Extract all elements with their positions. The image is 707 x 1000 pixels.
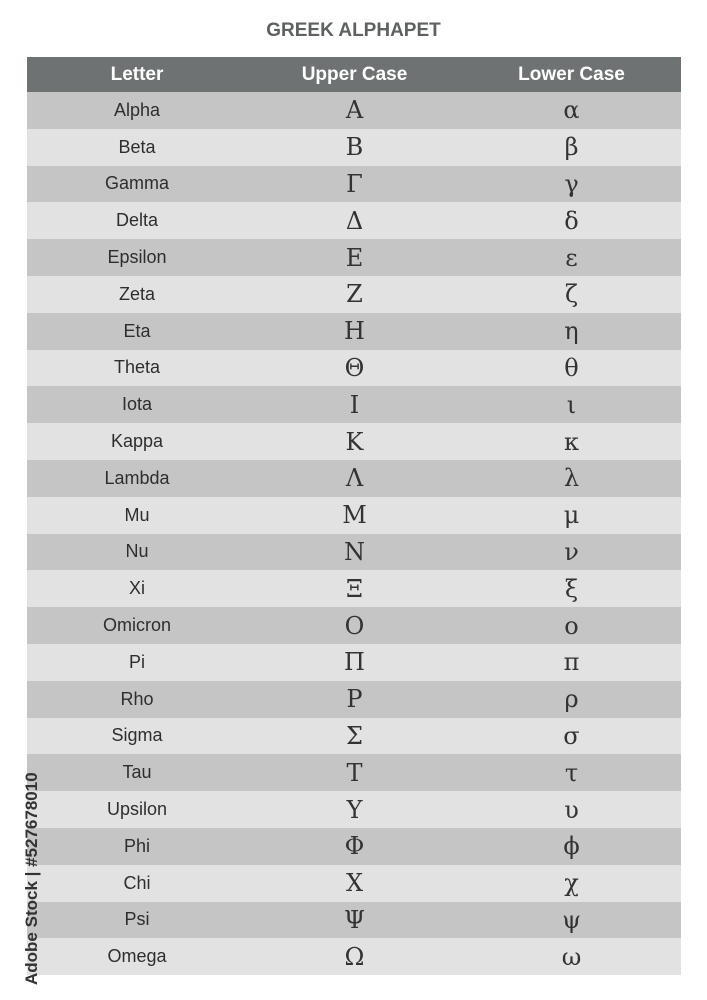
lower-case-glyph: κ xyxy=(462,423,681,460)
lower-case-glyph: ι xyxy=(462,386,681,423)
table-row xyxy=(27,350,681,387)
upper-case-glyph: Ξ xyxy=(247,570,462,607)
watermark: Adobe Stock | #527678010 xyxy=(22,772,41,985)
lower-case-glyph: γ xyxy=(462,166,681,203)
table-row xyxy=(27,607,681,644)
letter-name: Epsilon xyxy=(27,239,247,276)
table-row xyxy=(27,902,681,939)
upper-case-glyph: Χ xyxy=(247,865,462,902)
lower-case-glyph: ω xyxy=(462,938,681,975)
lower-case-glyph: π xyxy=(462,644,681,681)
lower-case-glyph: ο xyxy=(462,607,681,644)
table-row xyxy=(27,239,681,276)
lower-case-glyph: ϕ xyxy=(462,828,681,865)
letter-name: Phi xyxy=(27,828,247,865)
upper-case-glyph: Ν xyxy=(247,534,462,571)
upper-case-glyph: Θ xyxy=(247,350,462,387)
letter-name: Xi xyxy=(27,570,247,607)
letter-name: Sigma xyxy=(27,718,247,755)
letter-name: Chi xyxy=(27,865,247,902)
letter-name: Mu xyxy=(27,497,247,534)
table-row xyxy=(27,791,681,828)
letter-name: Psi xyxy=(27,902,247,939)
letter-name: Alpha xyxy=(27,92,247,129)
letter-name: Pi xyxy=(27,644,247,681)
upper-case-glyph: Γ xyxy=(247,166,462,203)
letter-name: Upsilon xyxy=(27,791,247,828)
table-row xyxy=(27,423,681,460)
table-row xyxy=(27,497,681,534)
letter-name: Theta xyxy=(27,350,247,387)
letter-name: Omicron xyxy=(27,607,247,644)
table-row xyxy=(27,129,681,166)
lower-case-glyph: ν xyxy=(462,534,681,571)
table-row xyxy=(27,276,681,313)
letter-name: Kappa xyxy=(27,423,247,460)
letter-name: Omega xyxy=(27,938,247,975)
upper-case-glyph: Ο xyxy=(247,607,462,644)
upper-case-glyph: Β xyxy=(247,129,462,166)
lower-case-glyph: ξ xyxy=(462,570,681,607)
upper-case-glyph: Φ xyxy=(247,828,462,865)
lower-case-glyph: δ xyxy=(462,202,681,239)
lower-case-glyph: λ xyxy=(462,460,681,497)
lower-case-glyph: ψ xyxy=(462,902,681,939)
lower-case-glyph: α xyxy=(462,92,681,129)
table-row xyxy=(27,92,681,129)
upper-case-glyph: Ζ xyxy=(247,276,462,313)
lower-case-glyph: σ xyxy=(462,718,681,755)
letter-name: Gamma xyxy=(27,166,247,203)
table-row xyxy=(27,754,681,791)
table-row xyxy=(27,644,681,681)
letter-name: Delta xyxy=(27,202,247,239)
table-row xyxy=(27,681,681,718)
table-row xyxy=(27,534,681,571)
upper-case-glyph: Μ xyxy=(247,497,462,534)
lower-case-glyph: υ xyxy=(462,791,681,828)
table-row xyxy=(27,570,681,607)
lower-case-glyph: θ xyxy=(462,350,681,387)
header-lower-case: Lower Case xyxy=(462,57,681,92)
upper-case-glyph: Ι xyxy=(247,386,462,423)
header-letter: Letter xyxy=(27,57,247,92)
letter-name: Beta xyxy=(27,129,247,166)
upper-case-glyph: Λ xyxy=(247,460,462,497)
upper-case-glyph: Ω xyxy=(247,938,462,975)
upper-case-glyph: Η xyxy=(247,313,462,350)
letter-name: Eta xyxy=(27,313,247,350)
upper-case-glyph: Κ xyxy=(247,423,462,460)
header-upper-case: Upper Case xyxy=(247,57,462,92)
table-row xyxy=(27,460,681,497)
table-row xyxy=(27,828,681,865)
letter-name: Zeta xyxy=(27,276,247,313)
table-row xyxy=(27,386,681,423)
upper-case-glyph: Σ xyxy=(247,718,462,755)
lower-case-glyph: ζ xyxy=(462,276,681,313)
letter-name: Lambda xyxy=(27,460,247,497)
upper-case-glyph: Ε xyxy=(247,239,462,276)
greek-alphabet-table xyxy=(27,57,681,975)
table-row xyxy=(27,718,681,755)
table-row xyxy=(27,202,681,239)
upper-case-glyph: Υ xyxy=(247,791,462,828)
letter-name: Rho xyxy=(27,681,247,718)
lower-case-glyph: ρ xyxy=(462,681,681,718)
lower-case-glyph: η xyxy=(462,313,681,350)
lower-case-glyph: μ xyxy=(462,497,681,534)
upper-case-glyph: Ψ xyxy=(247,902,462,939)
table-row xyxy=(27,166,681,203)
table-header-row xyxy=(27,57,681,92)
table-row xyxy=(27,938,681,975)
table-row xyxy=(27,313,681,350)
lower-case-glyph: τ xyxy=(462,754,681,791)
upper-case-glyph: Π xyxy=(247,644,462,681)
lower-case-glyph: χ xyxy=(462,865,681,902)
upper-case-glyph: Τ xyxy=(247,754,462,791)
page-title: GREEK ALPHAPET xyxy=(266,20,441,41)
upper-case-glyph: Ρ xyxy=(247,681,462,718)
lower-case-glyph: ε xyxy=(462,239,681,276)
upper-case-glyph: Δ xyxy=(247,202,462,239)
lower-case-glyph: β xyxy=(462,129,681,166)
letter-name: Tau xyxy=(27,754,247,791)
letter-name: Iota xyxy=(27,386,247,423)
table-row xyxy=(27,865,681,902)
upper-case-glyph: Α xyxy=(247,92,462,129)
letter-name: Nu xyxy=(27,534,247,571)
